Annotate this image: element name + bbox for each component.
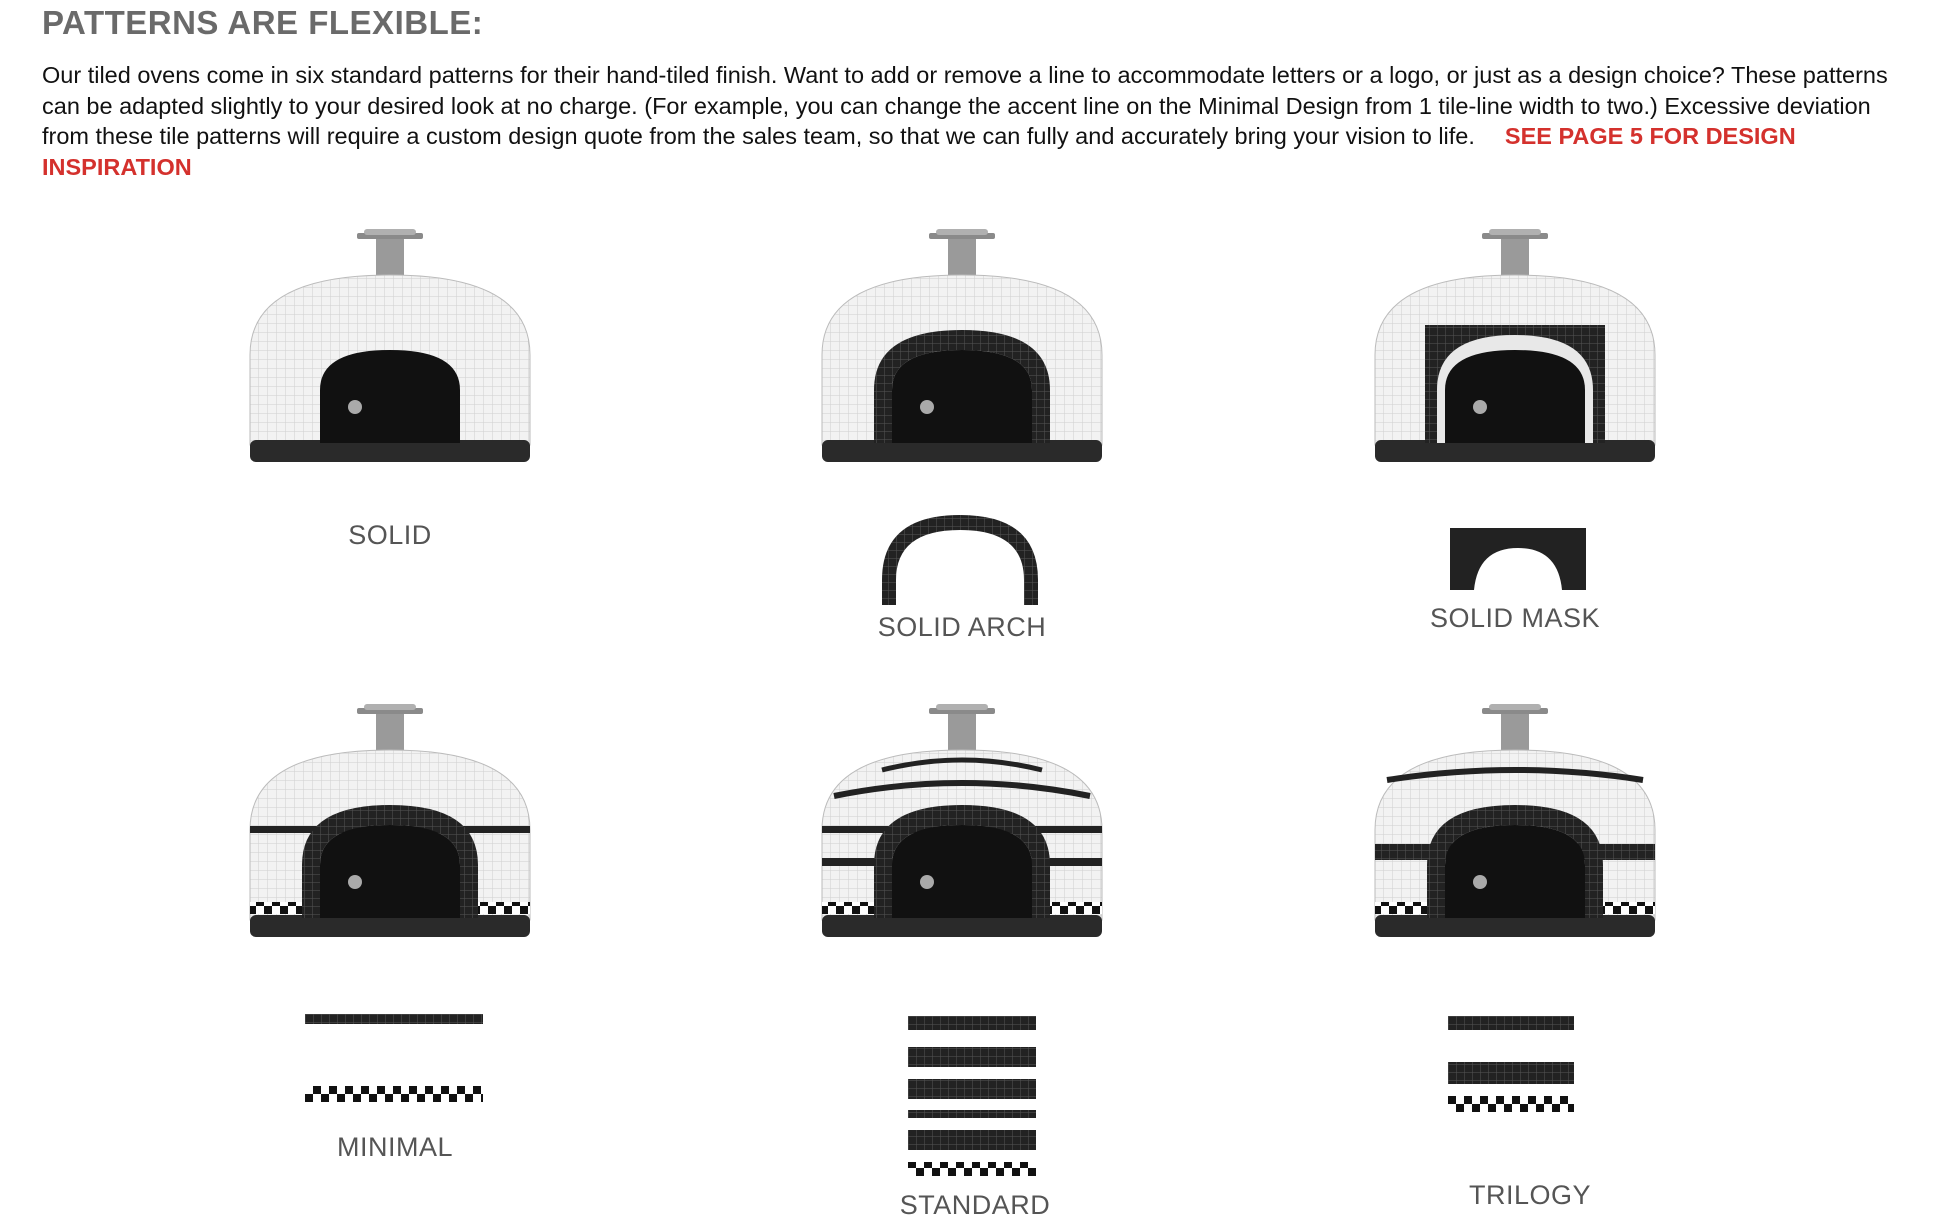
oven-solid-mask — [1365, 215, 1665, 505]
intro-text: Our tiled ovens come in six standard patterns for their hand-tiled finish. Want to add or remove a line to accommodate letters or a logo, or just as a design choice? These patterns can be adapted slightly to your desired look at no charge. (For example, you can change the accent line on the Minimal Design from 1 tile-line width to two.) Excessive deviation from these tile patterns will require a custom design quote from the sales team, so that we can fully and accurately bring your vision to life. — [42, 62, 1888, 149]
solid-mask-swatch — [1450, 528, 1586, 590]
minimal-swatch — [305, 1014, 483, 1104]
pattern-label-minimal: MINIMAL — [336, 1132, 453, 1162]
page-title: PATTERNS ARE FLEXIBLE: — [42, 4, 484, 41]
oven-minimal — [240, 690, 540, 980]
oven-trilogy — [1365, 690, 1665, 980]
pattern-label-solid: SOLID — [348, 520, 432, 550]
pattern-label-solid-arch: SOLID ARCH — [877, 612, 1047, 642]
oven-standard — [812, 690, 1112, 980]
pattern-label-trilogy: TRILOGY — [1468, 1180, 1592, 1210]
pattern-label-solid-mask: SOLID MASK — [1429, 603, 1601, 633]
standard-swatch — [908, 1016, 1036, 1176]
trilogy-swatch — [1448, 1016, 1574, 1112]
intro-paragraph — [42, 60, 1902, 182]
design-inspiration-link[interactable]: SEE PAGE 5 FOR DESIGN INSPIRATION — [42, 123, 1796, 180]
oven-solid-arch — [812, 215, 1112, 505]
solid-arch-swatch — [880, 510, 1040, 605]
pattern-label-standard: STANDARD — [899, 1190, 1051, 1220]
oven-solid — [240, 215, 540, 505]
